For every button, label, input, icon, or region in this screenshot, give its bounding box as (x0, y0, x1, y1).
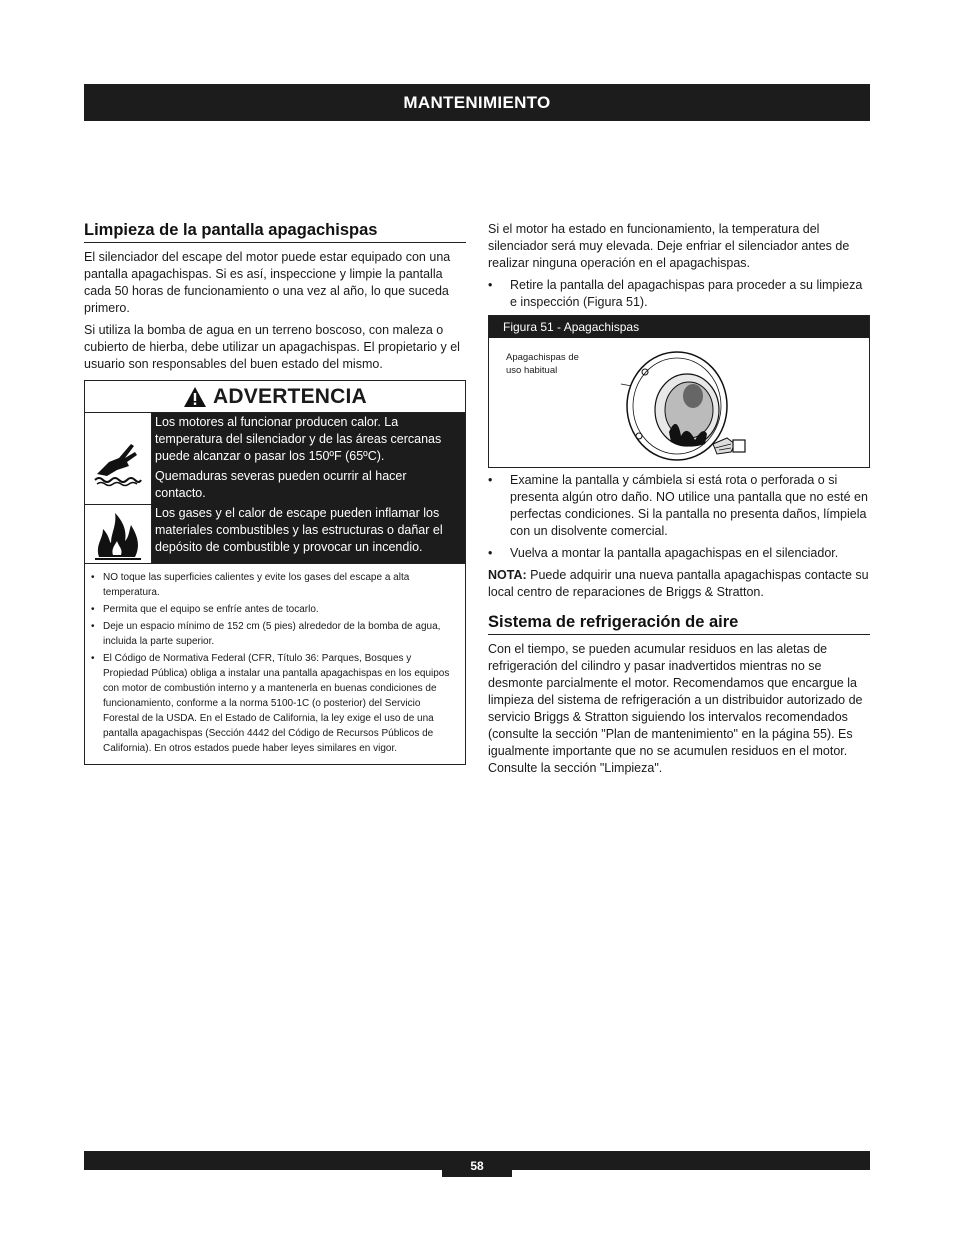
paragraph-hot-muffler: Si el motor ha estado en funcionamiento, la temperatura del silenciador será muy elevada. Deje enfriar el silenciador antes de realizar ninguna operación en el apagachispas. (488, 222, 850, 270)
warning-bullet: • El Código de Normativa Federal (CFR, Título 36: Parques, Bosques y Propiedad Pública) obliga a instalar una pantalla apagachispas en los equipos con motor de combustión interno y a mantenerla en buenas condiciones de funcionamiento, conforme a la norma 5100-1C (o posterior) del Servicio Forestal de la USDA. En el Estado de California, la ley exige el uso de una pantalla apagachispas (Sección 4442 del Código de Recursos Públicos de California). En otros estados puede haber leyes similares en vigor. (89, 651, 459, 756)
paragraph-intro: El silenciador del escape del motor puede estar equipado con una pantalla apagachispas. Si es así, inspeccione y limpie la pantalla cada 50 horas de funcionamiento o una vez al año, lo que suceda primero. (84, 250, 451, 315)
section-title: MANTENIMIENTO (403, 92, 551, 112)
bullet-reinstall-screen: • Vuelva a montar la pantalla apagachispas en el silenciador. (488, 545, 870, 562)
warning-fire-row (85, 504, 465, 563)
warning-bullet: • Permita que el equipo se enfríe antes de tocarlo. (89, 602, 459, 617)
note-label: NOTA: (488, 568, 527, 582)
paragraph-air-cooling: Con el tiempo, se pueden acumular residuos en las aletas de refrigeración del cilindro y pasar inadvertidos mientras no se desmonte parcialmente el motor. Recomendamos que encargue la limpieza del sistema de refrigeración a un distribuidor autorizado de servicio Briggs & Stratton siguiendo los intervalos recomendados (consulte la sección "Plan de mantenimiento" en la página 55). Es igualmente importante que no se acumulen residuos en el motor. Consulte la sección "Limpieza". (488, 642, 863, 775)
paragraph-forest: Si utiliza la bomba de agua en un terreno boscoso, con maleza o cubierto de hierba, debe utilizar un apagachispas. El propietario y el usuario son responsables del buen estado del mismo. (84, 323, 460, 371)
figure-51 (488, 315, 870, 468)
spark-arrester-illustration (619, 344, 769, 464)
heading-spark-arrester: Limpieza de la pantalla apagachispas (84, 220, 466, 243)
fire-icon (89, 505, 147, 563)
warning-hot-row (85, 413, 465, 504)
warning-box (84, 380, 466, 765)
right-column (488, 221, 870, 777)
warning-bullet: • NO toque las superficies calientes y evite los gases del escape a alta temperatura. (89, 570, 459, 600)
section-header (84, 84, 870, 121)
warning-hot-icon-cell (85, 413, 152, 504)
warning-fire-icon-cell (85, 504, 152, 563)
bullet-examine-screen: • Examine la pantalla y cámbiela si está rota o perforada o si presenta algún otro daño. NO utilice una pantalla que no esté en perfectas condiciones. Si la pantalla no presenta daños, límpiela con un disolvente comercial. (488, 472, 870, 540)
hot-surface-hand-icon (89, 430, 147, 488)
warning-bullet: • Deje un espacio mínimo de 152 cm (5 pies) alrededor de la bomba de agua, incluida la parte superior. (89, 619, 459, 649)
warning-header (85, 381, 465, 413)
warning-precautions (85, 563, 465, 764)
figure-title: Figura 51 - Apagachispas (489, 316, 869, 338)
note-paragraph (488, 567, 870, 601)
warning-title: ADVERTENCIA (213, 385, 367, 408)
warning-hot-text-2: Quemaduras severas pueden ocurrir al hacer contacto. (155, 469, 407, 500)
heading-air-cooling: Sistema de refrigeración de aire (488, 612, 870, 635)
warning-hot-text (152, 413, 465, 504)
bullet-remove-screen: • Retire la pantalla del apagachispas para proceder a su limpieza e inspección (Figura 51). (488, 277, 870, 311)
left-column (84, 220, 466, 765)
warning-hot-text-1: Los motores al funcionar producen calor. La temperatura del silenciador y de las áreas cercanas puede alcanzar o pasar los 150ºF (65ºC). (155, 415, 442, 463)
warning-fire-text (152, 504, 465, 563)
figure-callout: Apagachispas de uso habitual (506, 352, 579, 376)
note-text: Puede adquirir una nueva pantalla apagachispas contacte su local centro de reparaciones de Briggs & Stratton. (488, 568, 869, 599)
page-number: 58 (442, 1151, 512, 1177)
warning-triangle-icon (183, 386, 207, 408)
warning-fire-text-1: Los gases y el calor de escape pueden inflamar los materiales combustibles y las estructuras o dañar el depósito de combustible y provocar un incendio. (155, 506, 443, 554)
